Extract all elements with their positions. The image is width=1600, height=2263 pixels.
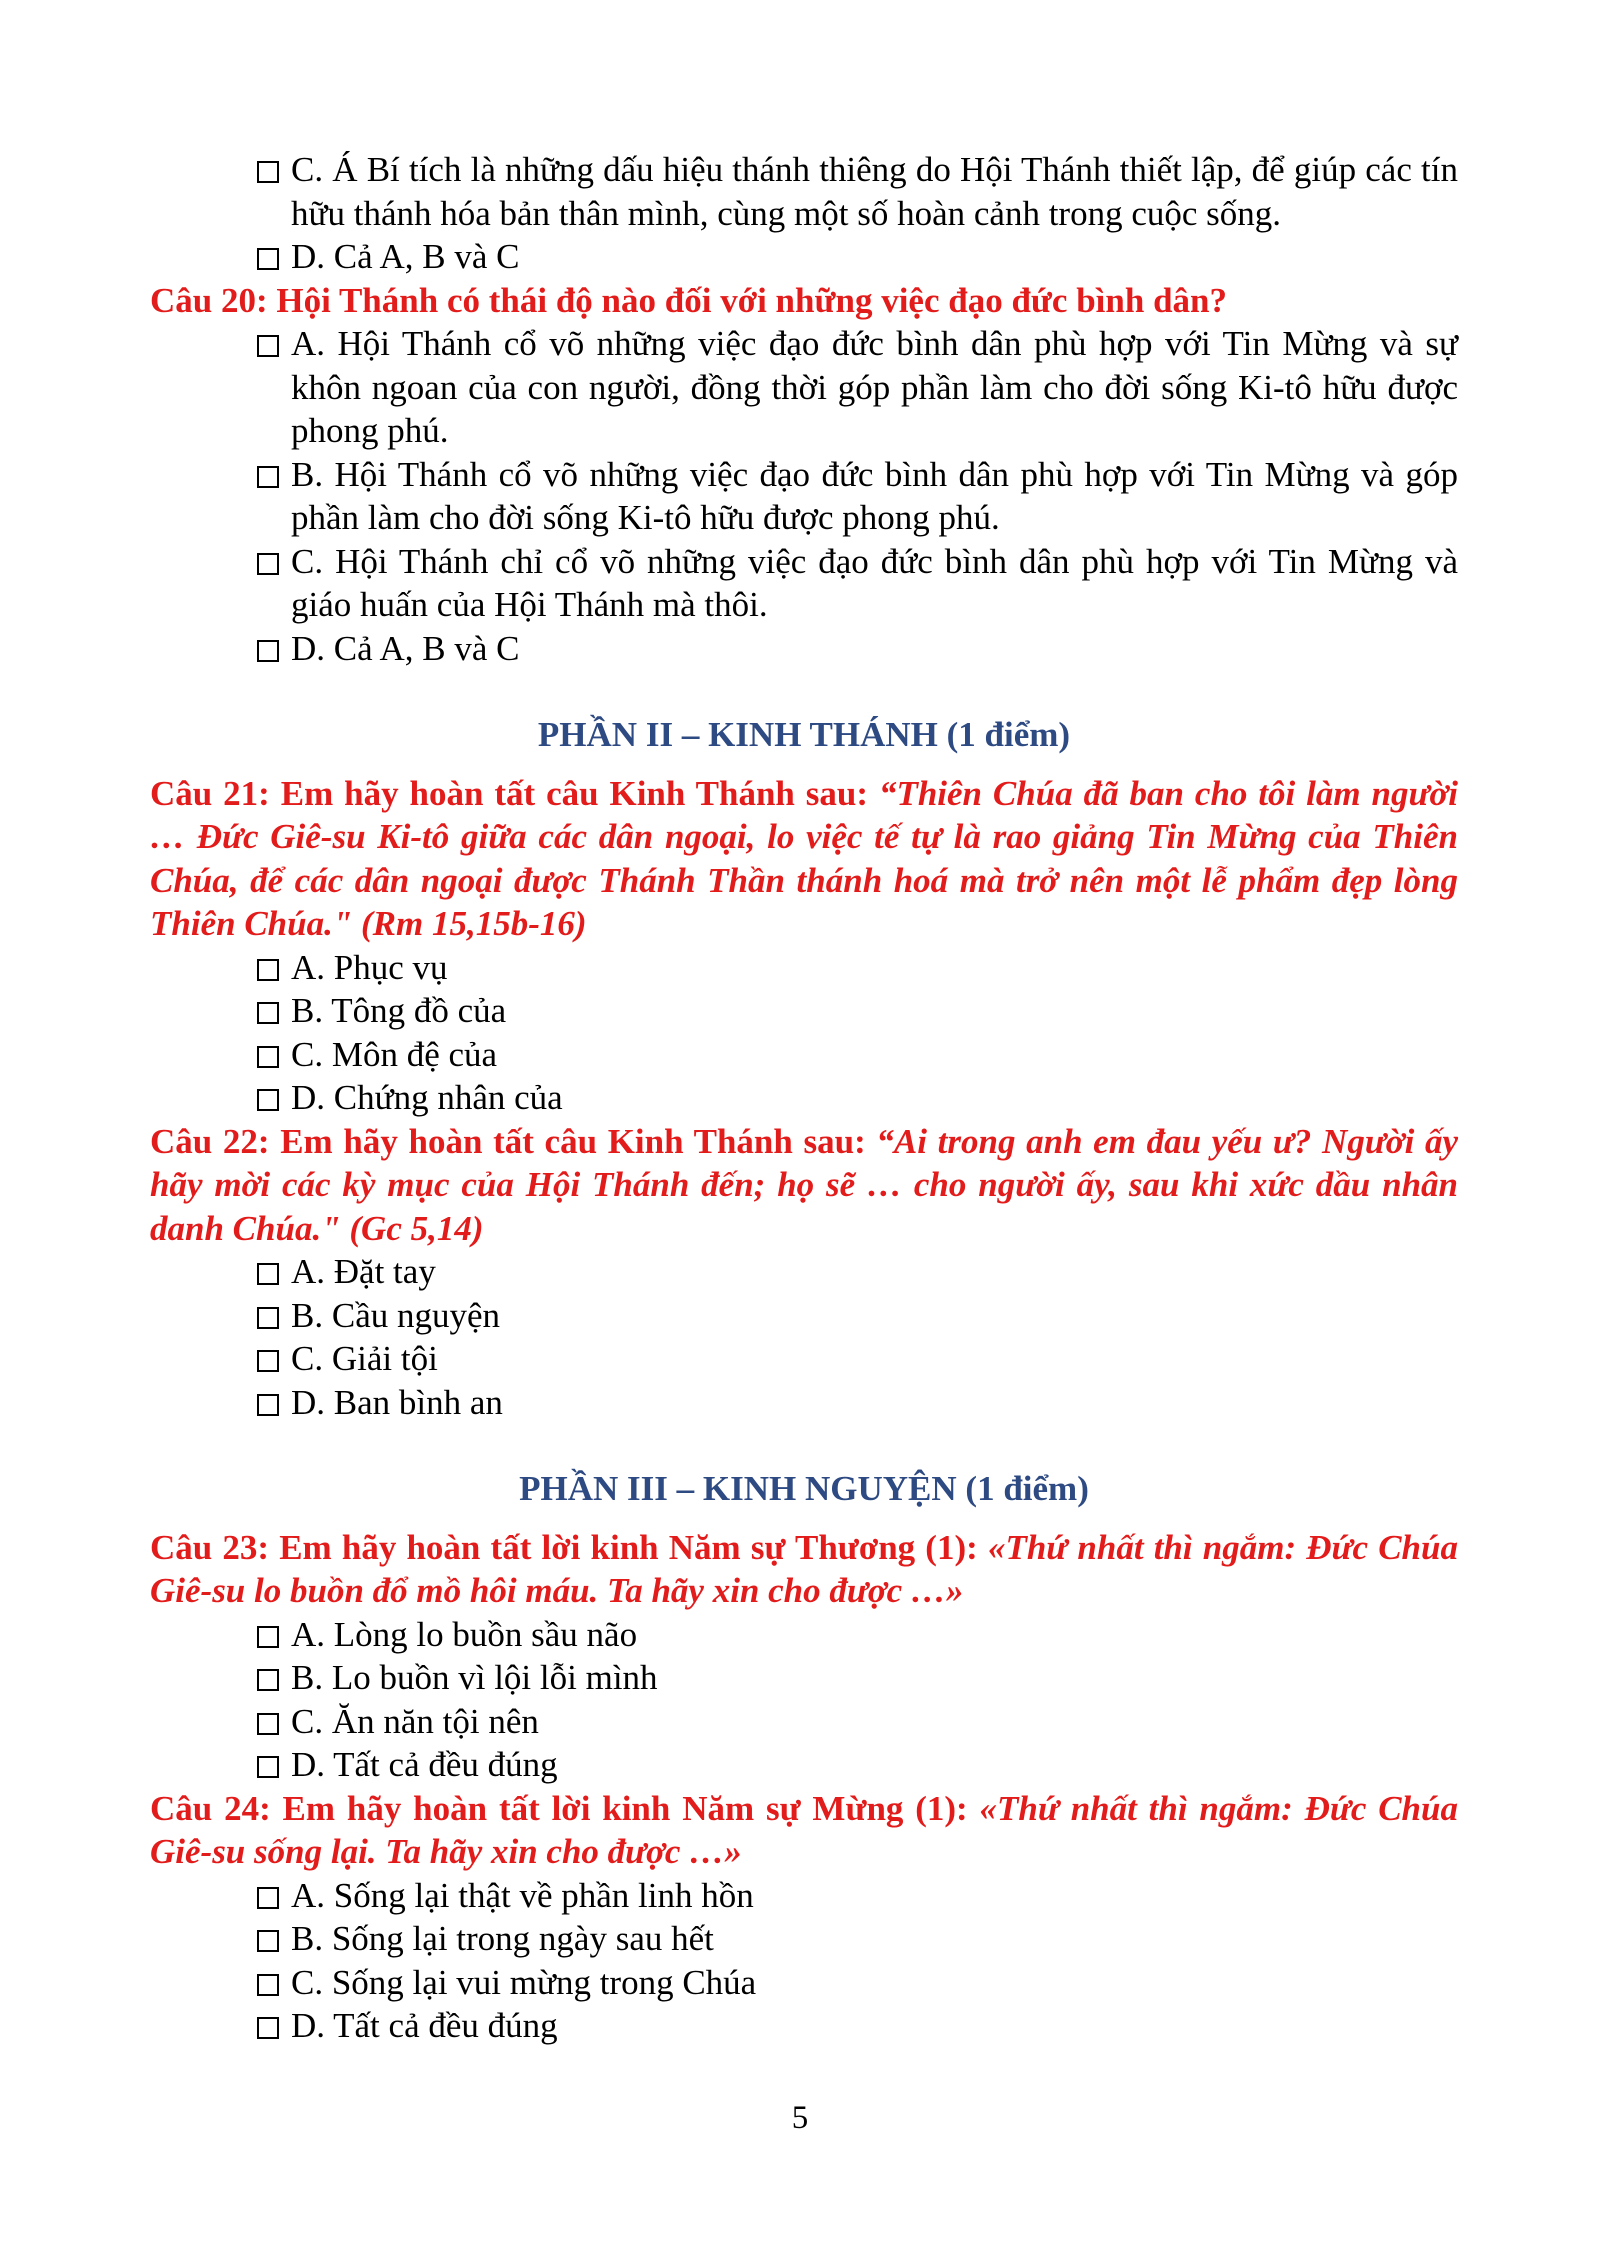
option-label: B. Tông đồ của <box>291 991 507 1030</box>
option-19d[interactable] <box>150 235 1458 279</box>
option-23b[interactable] <box>150 1656 1458 1700</box>
question-20: Câu 20: Hội Thánh có thái độ nào đối với những việc đạo đức bình dân? <box>150 280 1228 320</box>
checkbox-icon[interactable] <box>257 1974 279 1996</box>
question-lead: Câu 22: Em hãy hoàn tất câu Kinh Thánh sau: <box>150 1121 877 1161</box>
option-21a[interactable] <box>150 946 1458 990</box>
option-23d[interactable] <box>150 1743 1458 1787</box>
option-label: B. Cầu nguyện <box>291 1295 501 1335</box>
option-label: D. Tất cả đều đúng <box>291 1745 558 1784</box>
checkbox-icon[interactable] <box>257 1046 279 1068</box>
option-label: B. Sống lại trong ngày sau hết <box>291 1919 714 1958</box>
option-20c[interactable] <box>150 540 1458 627</box>
option-24c[interactable] <box>150 1961 1458 2005</box>
option-label: B. Lo buồn vì lội lỗi mình <box>291 1658 658 1697</box>
option-label: D. Cả A, B và C <box>291 628 520 668</box>
checkbox-icon[interactable] <box>257 1089 279 1111</box>
option-label: C. Á Bí tích là những dấu hiệu thánh thiêng do Hội Thánh thiết lập, để giúp các tín hữu thánh hóa bản thân mình, cùng một số hoàn cảnh trong cuộc sống. <box>291 150 1458 233</box>
page-content <box>150 148 1458 2048</box>
checkbox-icon[interactable] <box>257 335 279 357</box>
checkbox-icon[interactable] <box>257 1263 279 1285</box>
option-label: C. Môn đệ của <box>291 1034 498 1074</box>
question-lead: Câu 24: Em hãy hoàn tất lời kinh Năm sự Mừng (1): <box>150 1788 980 1828</box>
option-21c[interactable] <box>150 1033 1458 1077</box>
option-23c[interactable] <box>150 1700 1458 1744</box>
question-quote: “Ai trong anh em đau yếu ư? Người ấy hãy mời các kỳ mục của Hội Thánh đến; họ sẽ … cho người ấy, sau khi xức dầu nhân danh Chúa." (Gc 5,14) <box>150 1121 1458 1248</box>
question-lead: Câu 23: Em hãy hoàn tất lời kinh Năm sự Thương (1): <box>150 1527 988 1567</box>
option-23a[interactable] <box>150 1613 1458 1657</box>
option-label: A. Hội Thánh cổ võ những việc đạo đức bình dân phù hợp với Tin Mừng và sự khôn ngoan của con người, đồng thời góp phần làm cho đời sống Ki-tô hữu được phong phú. <box>291 324 1458 450</box>
option-20b[interactable] <box>150 453 1458 540</box>
option-label: D. Ban bình an <box>291 1382 503 1422</box>
option-label: D. Cả A, B và C <box>291 237 520 276</box>
question-lead: Câu 21: Em hãy hoàn tất câu Kinh Thánh sau: <box>150 773 879 813</box>
option-24b[interactable] <box>150 1917 1458 1961</box>
option-label: A. Sống lại thật về phần linh hồn <box>291 1875 754 1915</box>
checkbox-icon[interactable] <box>257 1394 279 1416</box>
option-label: C. Sống lại vui mừng trong Chúa <box>291 1962 757 2002</box>
section-heading-2: PHẦN II – KINH THÁNH (1 điểm) <box>537 715 1071 754</box>
checkbox-icon[interactable] <box>257 640 279 662</box>
option-21d[interactable] <box>150 1076 1458 1120</box>
section-heading-3: PHẦN III – KINH NGUYỆN (1 điểm) <box>519 1469 1089 1508</box>
option-label: C. Hội Thánh chỉ cổ võ những việc đạo đức bình dân phù hợp với Tin Mừng và giáo huấn của Hội Thánh mà thôi. <box>291 541 1458 624</box>
checkbox-icon[interactable] <box>257 1669 279 1691</box>
question-quote: «Thứ nhất thì ngắm: Đức Chúa Giê-su lo buồn đổ mồ hôi máu. Ta hãy xin cho được …» <box>150 1527 1458 1610</box>
option-label: A. Lòng lo buồn sầu não <box>291 1614 638 1654</box>
checkbox-icon[interactable] <box>257 1350 279 1372</box>
option-label: D. Chứng nhân của <box>291 1078 563 1117</box>
option-20d[interactable] <box>150 627 1458 671</box>
option-label: B. Hội Thánh cổ võ những việc đạo đức bình dân phù hợp với Tin Mừng và góp phần làm cho đời sống Ki-tô hữu được phong phú. <box>291 454 1458 537</box>
checkbox-icon[interactable] <box>257 1307 279 1329</box>
option-label: D. Tất cả đều đúng <box>291 2006 558 2045</box>
checkbox-icon[interactable] <box>257 161 279 183</box>
checkbox-icon[interactable] <box>257 248 279 270</box>
option-label: C. Ăn năn tội nên <box>291 1701 539 1741</box>
question-21 <box>150 772 1458 946</box>
checkbox-icon[interactable] <box>257 1930 279 1952</box>
option-19c[interactable] <box>150 148 1458 235</box>
question-quote: «Thứ nhất thì ngắm: Đức Chúa Giê-su sống lại. Ta hãy xin cho được …» <box>150 1788 1458 1871</box>
option-22b[interactable] <box>150 1294 1458 1338</box>
option-label: C. Giải tội <box>291 1339 438 1378</box>
option-24d[interactable] <box>150 2004 1458 2048</box>
option-22c[interactable] <box>150 1337 1458 1381</box>
option-22d[interactable] <box>150 1381 1458 1425</box>
option-label: A. Đặt tay <box>291 1252 436 1291</box>
checkbox-icon[interactable] <box>257 2017 279 2039</box>
question-24 <box>150 1787 1458 1874</box>
question-quote: “Thiên Chúa đã ban cho tôi làm người … Đức Giê-su Ki-tô giữa các dân ngoại, lo việc tế tự là rao giảng Tin Mừng của Thiên Chúa, để các dân ngoại được Thánh Thần thánh hoá mà trở nên một lễ phẩm đẹp lòng Thiên Chúa." (Rm 15,15b-16) <box>150 773 1458 943</box>
question-22 <box>150 1120 1458 1251</box>
checkbox-icon[interactable] <box>257 553 279 575</box>
option-22a[interactable] <box>150 1250 1458 1294</box>
option-21b[interactable] <box>150 989 1458 1033</box>
checkbox-icon[interactable] <box>257 1756 279 1778</box>
checkbox-icon[interactable] <box>257 1626 279 1648</box>
question-23 <box>150 1526 1458 1613</box>
checkbox-icon[interactable] <box>257 1887 279 1909</box>
option-label: A. Phục vụ <box>291 947 448 987</box>
page-number: 5 <box>791 2100 809 2136</box>
checkbox-icon[interactable] <box>257 959 279 981</box>
checkbox-icon[interactable] <box>257 1713 279 1735</box>
checkbox-icon[interactable] <box>257 466 279 488</box>
option-20a[interactable] <box>150 322 1458 453</box>
option-24a[interactable] <box>150 1874 1458 1918</box>
checkbox-icon[interactable] <box>257 1002 279 1024</box>
